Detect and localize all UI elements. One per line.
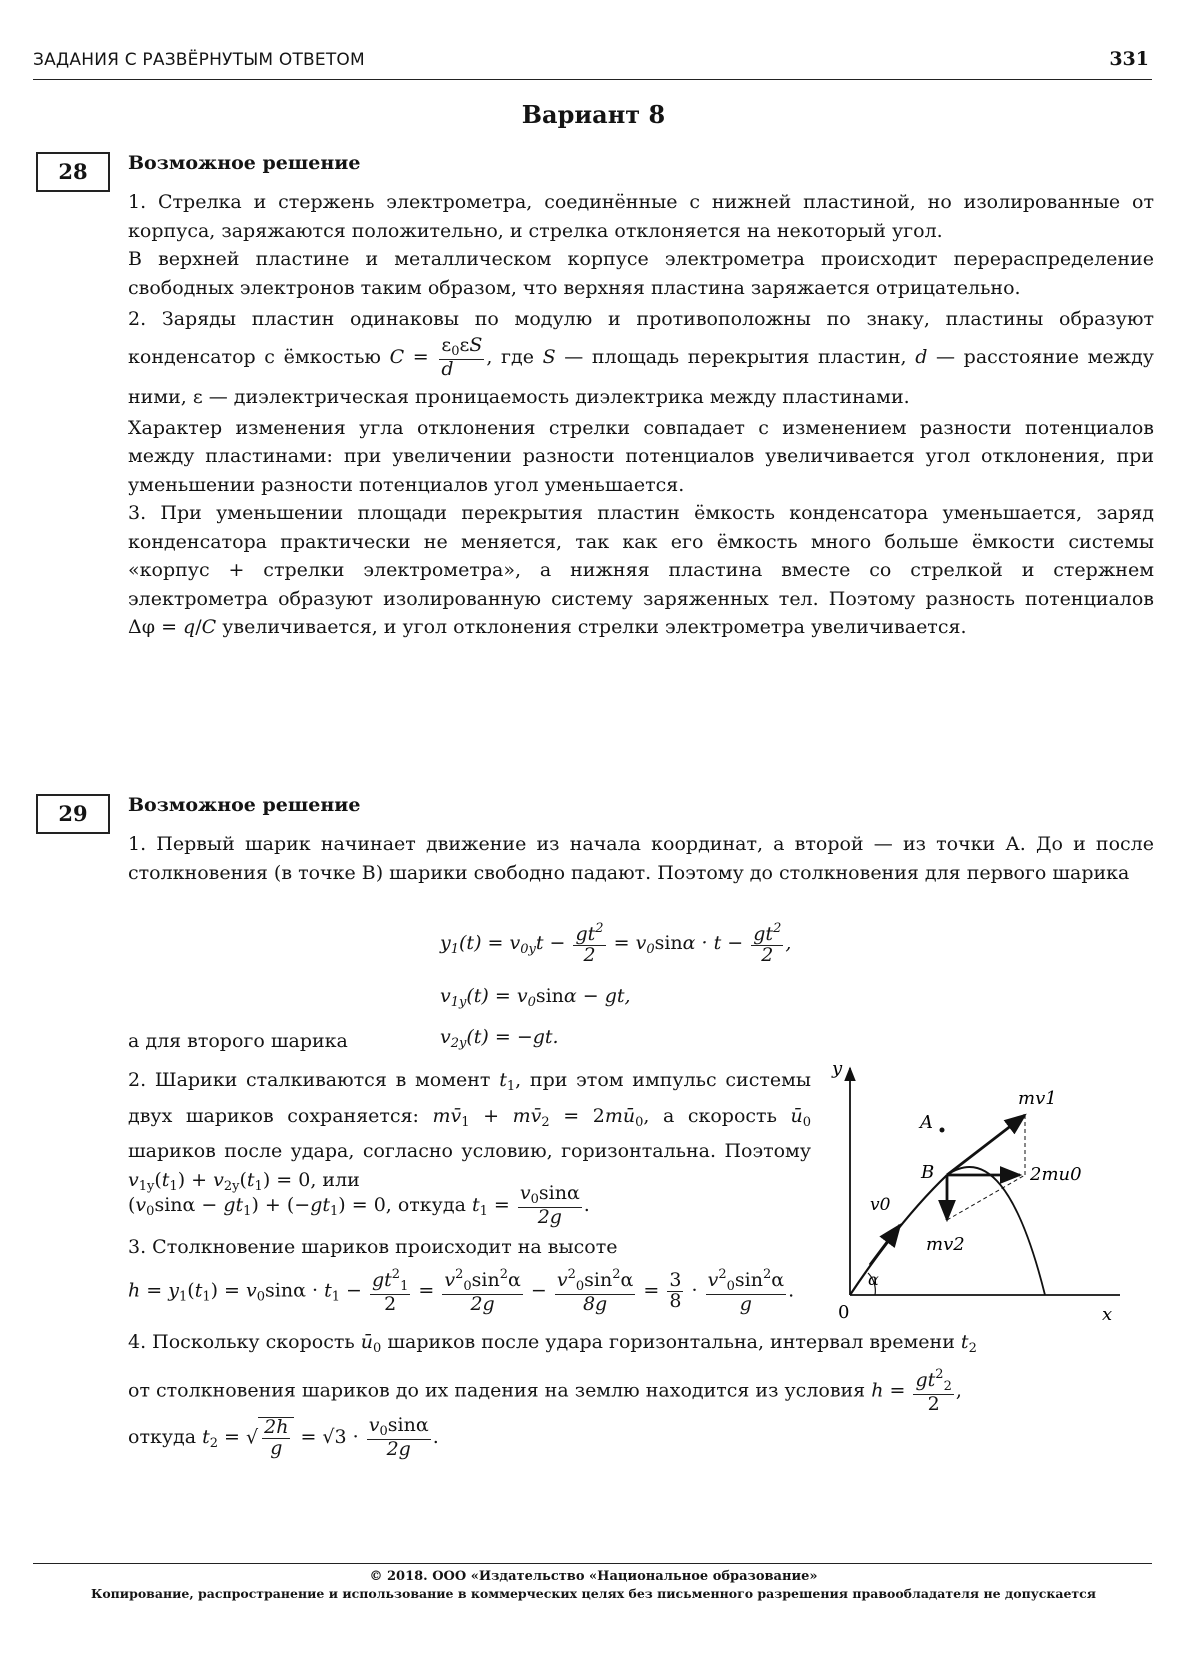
- formula-t1: $(v_0\sin\alpha - gt_1) + (-gt_1) = 0$, откуда $t_1$ = $\frac{v_0\sin\alpha}{2g}$ .: [128, 1182, 590, 1228]
- point-b-label: B: [921, 1162, 935, 1183]
- task-29-p4-condition: от столкновения шариков до их падения на землю находится из условия h = $\frac{gt^2_2}{2}$ ,: [128, 1367, 962, 1415]
- angle-label: α: [868, 1270, 879, 1289]
- task-28-body: [128, 188, 1154, 642]
- dashed-line-2: [947, 1175, 1025, 1220]
- task-29-p4: 4. Поскольку скорость $ū_0$ шариков после удара горизонтальна, интервал времени $t_2$: [128, 1331, 977, 1356]
- task-28-p2b: Характер изменения угла отклонения стрелки совпадает с изменением разности потенциалов между пластинами: при увеличении разности потенциалов увеличивается угол отклонения, при уменьшении разности потенциалов угол уменьшается.: [128, 416, 1154, 496]
- formula-v1y: $v_{1y}(t) = v_0\sin\alpha$ − gt,: [440, 985, 631, 1010]
- copyright-notice: Копирование, распространение и использование в коммерческих целях без письменного разрешения правообладателя не допускается: [90, 1586, 1097, 1601]
- formula-v2y: $v_{2y}(t) = -gt$.: [440, 1026, 559, 1051]
- mv1-arrow: [947, 1115, 1025, 1175]
- v0-label: v0: [870, 1195, 891, 1215]
- task-28-p2: 2. Заряды пластин одинаковы по модулю и противоположны по знаку, пластины образуют конденсатор с ёмкостью C = $\frac{\varepsilon_0\varepsilon S}{d}$ , где S — площадь перекрытия пластин, d — расстояние между ними, ε — диэлектрическая проницаемость диэлектрика между пластинами.: [128, 308, 1154, 408]
- task-28-p3: 3. При уменьшении площади перекрытия пластин ёмкость конденсатора уменьшается, заряд конденсатора практически не меняется, так как его ёмкость много больше ёмкости системы «корпус + стрелки электрометра», а нижняя пластина вместе со стрелкой и стержнем электрометра образуют изолированную систему заряженных тел. Поэтому разность потенциалов Δφ = q/C увеличивается, и угол отклонения стрелки электрометра увеличивается.: [128, 502, 1154, 639]
- v0-arrow: [870, 1225, 900, 1265]
- trajectory-diagram: [830, 1060, 1130, 1330]
- axis-y-label: y: [832, 1060, 843, 1079]
- task-29-p1: 1. Первый шарик начинает движение из начала координат, а второй — из точки А. До и после столкновения (в точке В) шарики свободно падают. Поэтому до столкновения для первого шарика: [128, 833, 1154, 884]
- second-ball-label: а для второго шарика: [128, 1030, 348, 1052]
- origin-label: 0: [838, 1302, 850, 1323]
- task-29-title: Возможное решение: [128, 794, 361, 816]
- point-a-label: A: [920, 1112, 933, 1133]
- trajectory-after-collision: [947, 1167, 1045, 1295]
- formula-h: $h = y_1(t_1) = v_0\sin\alpha \cdot t_1$ − $\frac{gt^2_1}{2}$ = $\frac{v^2_0\sin^2\alpha}{2g}$ − $\frac{v^2_0\sin^2\alpha}{8g}$ = $\frac{3}{8}$ · $\frac{v^2_0\sin^2\alpha}{g}$ .: [128, 1267, 795, 1315]
- variant-title: Вариант 8: [521, 100, 666, 129]
- mv2-label: mv2: [926, 1234, 965, 1255]
- task-28-number: 28: [36, 152, 110, 192]
- two-mu0-label: 2mu0: [1030, 1164, 1082, 1185]
- copyright: © 2018. ООО «Издательство «Национальное образование»: [369, 1569, 818, 1584]
- task-28-p1a: 1. Стрелка и стержень электрометра, соединённые с нижней пластиной, но изолированные от корпуса, заряжаются положительно, и стрелка отклоняется на некоторый угол.: [128, 191, 1154, 242]
- task-28-p1b: В верхней пластине и металлическом корпусе электрометра происходит перераспределение свободных электронов таким образом, что верхняя пластина заряжается отрицательно.: [128, 248, 1154, 299]
- axis-x-label: x: [1102, 1304, 1113, 1325]
- page-number: 331: [1109, 48, 1149, 70]
- running-header: ЗАДАНИЯ С РАЗВЁРНУТЫМ ОТВЕТОМ: [33, 50, 365, 70]
- task-28-title: Возможное решение: [128, 152, 361, 174]
- footer-rule: [33, 1563, 1152, 1564]
- point-a-dot: [940, 1128, 945, 1133]
- formula-t2: откуда $t_2$ = √ $\frac{2h}{g}$ = √3 · $\frac{v_0\sin\alpha}{2g}$ .: [128, 1414, 439, 1460]
- task-29-p2: 2. Шарики сталкиваются в момент $t_1$, при этом импульс системы двух шариков сохраняется: $mv̄_1$ + $mv̄_2$ = $2mū_0$, а скорость $ū_0$ шариков после удара, согласно условию, горизонтальна. Поэтому $v_{1y}(t_1) + v_{2y}(t_1) = 0$, или: [128, 1069, 812, 1194]
- task-29-p3: 3. Столкновение шариков происходит на высоте: [128, 1236, 618, 1258]
- formula-y1: $y_1(t) = v_{0y}t$ − $\frac{gt^2}{2}$ = $v_0\sin\alpha \cdot t$ − $\frac{gt^2}{2}$ ,: [440, 921, 792, 966]
- header-rule: [33, 79, 1152, 80]
- task-29-number: 29: [36, 794, 110, 834]
- mv1-label: mv1: [1018, 1088, 1057, 1109]
